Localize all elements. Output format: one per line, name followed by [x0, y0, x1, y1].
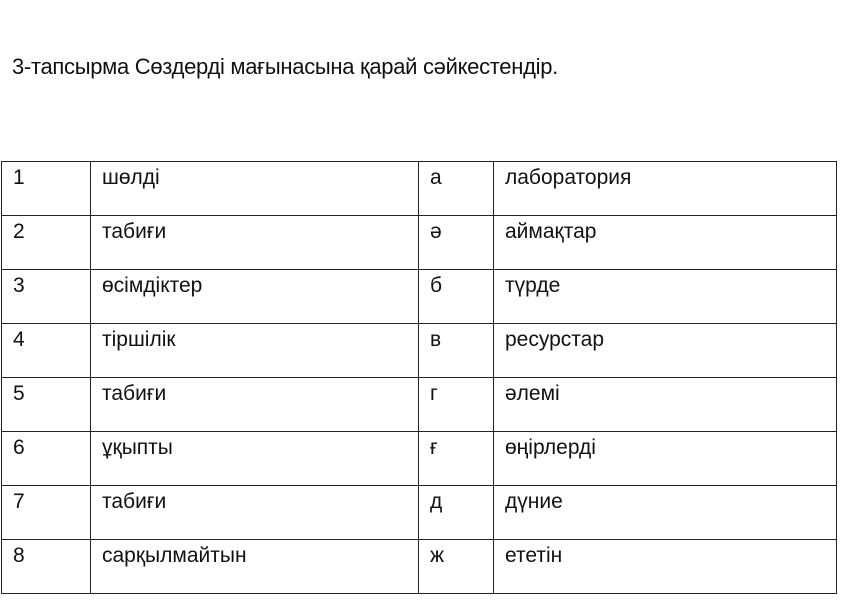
table-row: [2, 378, 837, 432]
table-row: [2, 216, 837, 270]
right-word: әлемі: [494, 378, 837, 432]
option-letter: в: [419, 324, 494, 378]
left-word: өсімдіктер: [91, 270, 419, 324]
right-word: ететін: [494, 540, 837, 594]
left-word: сарқылмайтын: [91, 540, 419, 594]
matching-table: [1, 161, 837, 594]
row-number: 4: [2, 324, 91, 378]
option-letter: ж: [419, 540, 494, 594]
row-number: 3: [2, 270, 91, 324]
option-letter: г: [419, 378, 494, 432]
table-row: [2, 432, 837, 486]
option-letter: ғ: [419, 432, 494, 486]
option-letter: ә: [419, 216, 494, 270]
table-row: [2, 162, 837, 216]
table-row: [2, 270, 837, 324]
task-title: 3-тапсырма Сөздерді мағынасына қарай сәйкестендір.: [12, 54, 558, 79]
left-word: табиғи: [91, 486, 419, 540]
row-number: 2: [2, 216, 91, 270]
right-word: түрде: [494, 270, 837, 324]
row-number: 5: [2, 378, 91, 432]
row-number: 6: [2, 432, 91, 486]
table-row: [2, 486, 837, 540]
right-word: аймақтар: [494, 216, 837, 270]
option-letter: д: [419, 486, 494, 540]
left-word: тіршілік: [91, 324, 419, 378]
left-word: ұқыпты: [91, 432, 419, 486]
left-word: табиғи: [91, 216, 419, 270]
option-letter: а: [419, 162, 494, 216]
left-word: шөлді: [91, 162, 419, 216]
right-word: өңірлерді: [494, 432, 837, 486]
table-row: [2, 540, 837, 594]
right-word: ресурстар: [494, 324, 837, 378]
option-letter: б: [419, 270, 494, 324]
row-number: 8: [2, 540, 91, 594]
right-word: дүние: [494, 486, 837, 540]
right-word: лаборатория: [494, 162, 837, 216]
row-number: 1: [2, 162, 91, 216]
row-number: 7: [2, 486, 91, 540]
left-word: табиғи: [91, 378, 419, 432]
table-row: [2, 324, 837, 378]
